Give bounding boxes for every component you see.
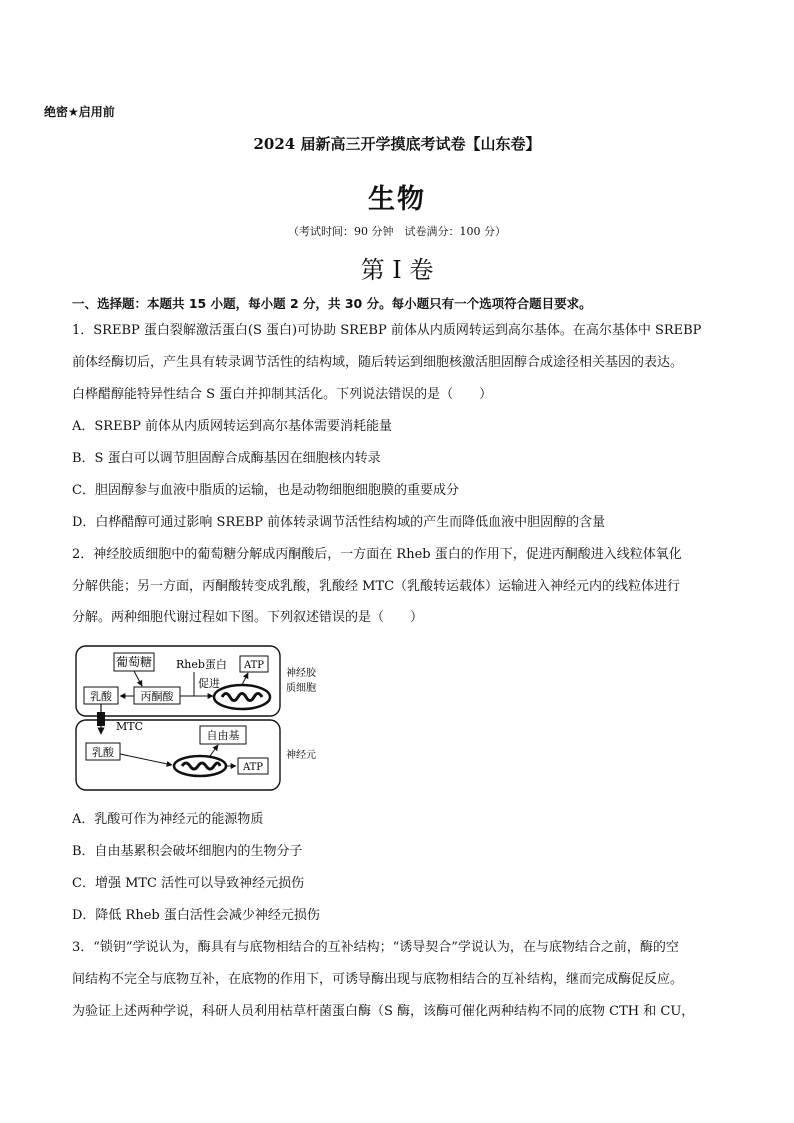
exam-title: 2024 届新高三开学摸底考试卷【山东卷】 [253, 135, 541, 153]
q2-stem-line: 分解。两种细胞代谢过程如下图。下列叙述错误的是（ ） [72, 610, 424, 625]
metabolism-diagram [72, 644, 342, 794]
glia-label-1: 神经胶 [286, 668, 316, 679]
confidential-mark: 绝密★启用前 [44, 105, 115, 119]
q3-stem-line: 间结构不完全与底物互补，在底物的作用下，可诱导酶出现与底物相结合的互补结构，继而完成酶促反应。 [72, 972, 684, 987]
q2-option-c: C．增强 MTC 活性可以导致神经元损伤 [72, 876, 305, 891]
q2-stem-line: 分解供能；另一方面，丙酮酸转变成乳酸，乳酸经 MTC（乳酸转运载体）运输进入神经元内的线粒体进行 [72, 579, 681, 594]
q1-option-a: A．SREBP 前体从内质网转运到高尔基体需要消耗能量 [72, 419, 393, 434]
free-radical-label: 自由基 [206, 729, 240, 742]
lactate-label-top: 乳酸 [90, 690, 112, 703]
pyruvate-label: 丙酮酸 [140, 690, 174, 703]
glucose-label: 葡萄糖 [115, 655, 153, 669]
q2-stem-line: 2．神经胶质细胞中的葡萄糖分解成丙酮酸后，一方面在 Rheb 蛋白的作用下，促进丙酮酸进入线粒体氧化 [72, 547, 682, 562]
mitochondrion-icon [174, 756, 226, 776]
q2-option-b: B．自由基累积会破坏细胞内的生物分子 [72, 844, 303, 859]
q2-option-a: A．乳酸可作为神经元的能源物质 [72, 812, 264, 827]
q1-stem-line: 前体经酶切后，产生具有转录调节活性的结构域，随后转运到细胞核激活胆固醇合成途径相关基因的表达。 [72, 355, 684, 370]
q1-stem-line: 1．SREBP 蛋白裂解激活蛋白(S 蛋白)可协助 SREBP 前体从内质网转运到高尔基体。在高尔基体中 SREBP [72, 323, 702, 338]
q2-option-d: D．降低 Rheb 蛋白活性会减少神经元损伤 [72, 908, 320, 923]
q1-option-b: B．S 蛋白可以调节胆固醇合成酶基因在细胞核内转录 [72, 451, 381, 466]
exam-time-info: （考试时间：90 分钟 试卷满分：100 分） [288, 225, 506, 238]
glia-label-2: 质细胞 [286, 683, 316, 694]
lactate-label-bottom: 乳酸 [92, 746, 114, 759]
section-title: 一、选择题：本题共 15 小题，每小题 2 分，共 30 分。每小题只有一个选项符合题目要求。 [72, 296, 592, 311]
volume-title: 第 I 卷 [360, 256, 434, 284]
rheb-label: Rheb蛋白 [176, 658, 227, 671]
mtc-label: MTC [116, 720, 144, 733]
q1-stem-line: 白桦醋醇能特异性结合 S 蛋白并抑制其活化。下列说法错误的是（ ） [72, 387, 493, 402]
q1-option-c: C．胆固醇参与血液中脂质的运输，也是动物细胞细胞膜的重要成分 [72, 483, 459, 498]
atp-label-top: ATP [243, 660, 265, 671]
subject-title: 生物 [368, 184, 426, 215]
promote-label: 促进 [198, 677, 220, 690]
q3-stem-line: 3．“锁钥”学说认为，酶具有与底物相结合的互补结构；“诱导契合”学说认为，在与底物结合之前，酶的空 [72, 940, 679, 955]
q3-stem-line: 为验证上述两种学说，科研人员利用枯草杆菌蛋白酶（S 酶，该酶可催化两种结构不同的底物 CTH 和 CU， [72, 1004, 695, 1019]
q1-option-d: D．白桦醋醇可通过影响 SREBP 前体转录调节活性结构域的产生而降低血液中胆固醇的含量 [72, 515, 606, 530]
mitochondrion-icon [214, 685, 270, 709]
atp-label-bottom: ATP [242, 762, 264, 773]
neuron-label: 神经元 [286, 750, 316, 761]
